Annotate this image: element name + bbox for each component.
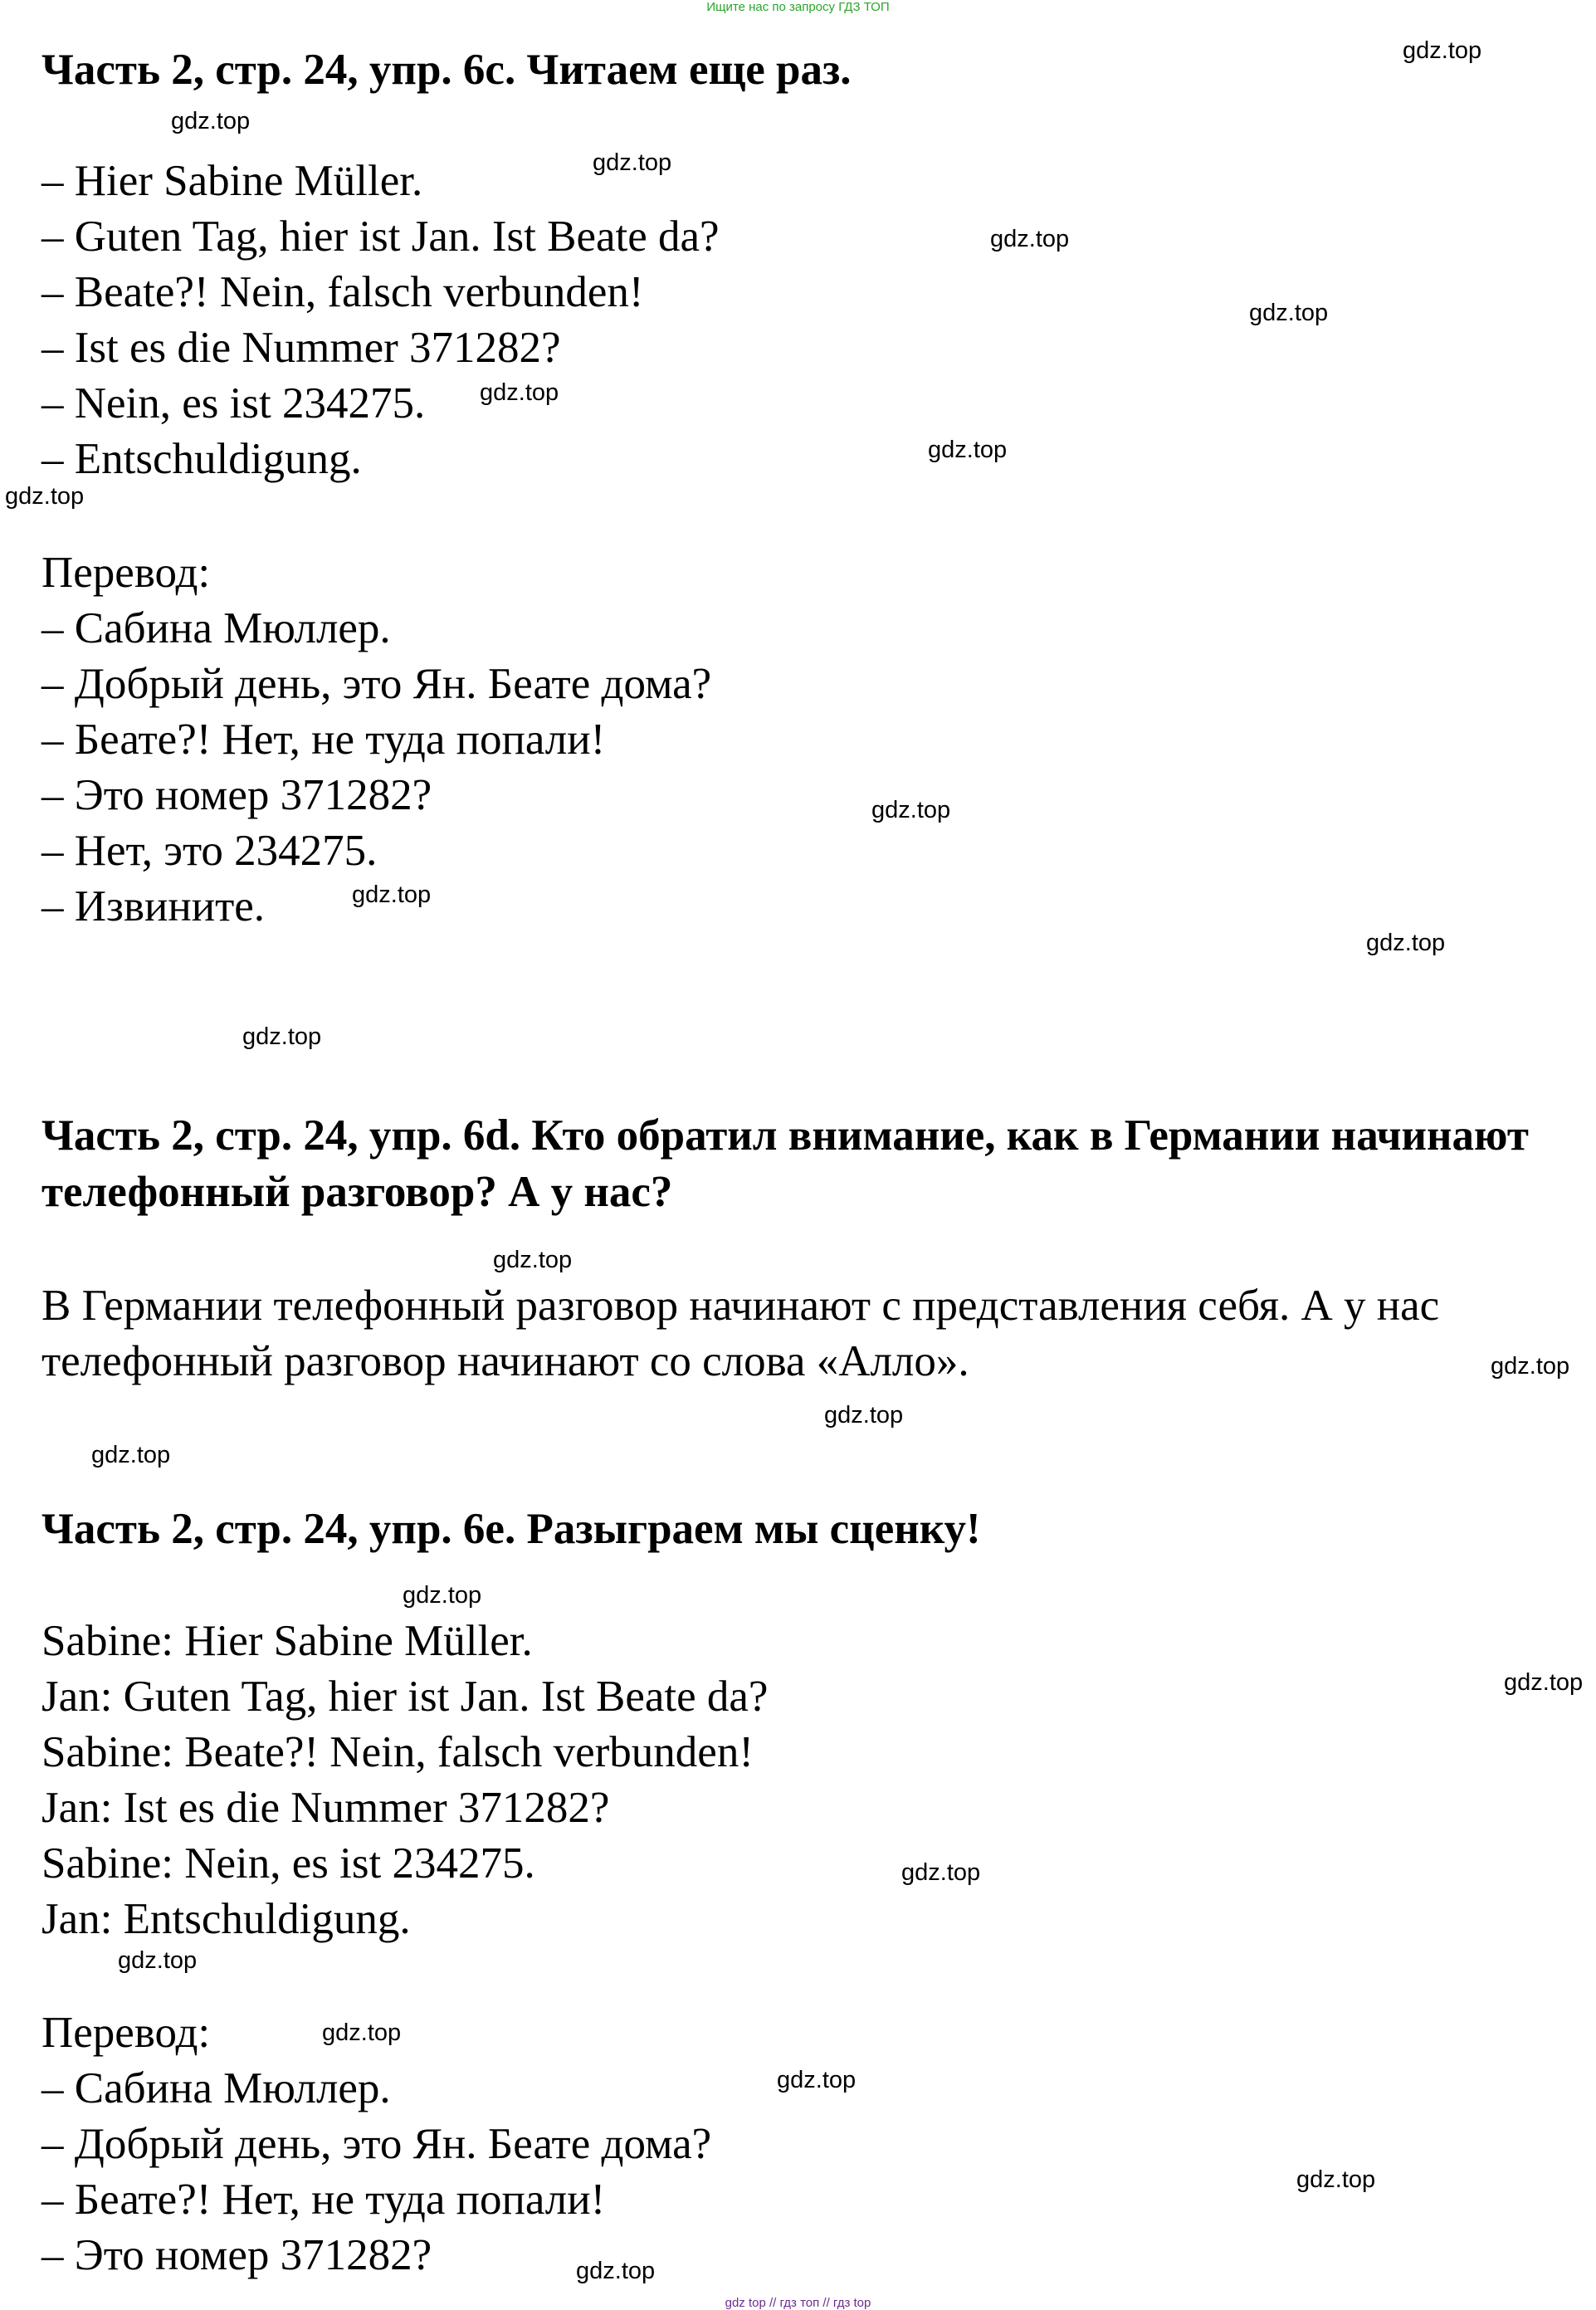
footer-banner: gdz top // гдз топ // гдз top — [725, 2296, 871, 2310]
translation-line: – Нет, это 234275. — [41, 827, 378, 875]
watermark: gdz.top — [576, 2258, 656, 2284]
top-banner: Ищите нас по запросу ГДЗ ТОП — [706, 0, 890, 14]
translation-line: – Извините. — [41, 882, 266, 930]
section-6d-answer-block — [41, 1278, 1535, 1389]
translation-line: – Это номер 371282? — [41, 771, 432, 819]
watermark: gdz.top — [928, 437, 1008, 463]
dialogue-line: Sabine: Hier Sabine Müller. — [41, 1617, 533, 1665]
section-6c-heading-block — [41, 42, 852, 98]
watermark: gdz.top — [5, 483, 85, 510]
section-6c-dialogue — [41, 154, 720, 487]
watermark: gdz.top — [593, 149, 672, 176]
translation-line: – Сабина Мюллер. — [41, 604, 391, 652]
section-6e-heading: Часть 2, стр. 24, упр. 6e. Разыграем мы сценку! — [41, 1505, 981, 1553]
watermark: gdz.top — [1491, 1353, 1570, 1380]
dialogue-line: Sabine: Nein, es ist 234275. — [41, 1839, 535, 1888]
dialogue-line: Sabine: Beate?! Nein, falsch verbunden! — [41, 1728, 754, 1776]
watermark: gdz.top — [91, 1442, 171, 1468]
dialogue-line: – Ist es die Nummer 371282? — [41, 324, 561, 372]
watermark: gdz.top — [1249, 300, 1329, 326]
watermark: gdz.top — [990, 226, 1070, 252]
watermark: gdz.top — [480, 379, 559, 406]
dialogue-line: Jan: Ist es die Nummer 371282? — [41, 1784, 610, 1832]
section-6d-heading: Часть 2, стр. 24, упр. 6d. Кто обратил внимание, как в Германии начинают телефонный разговор? А у нас? — [41, 1111, 1529, 1216]
dialogue-line: – Beate?! Nein, falsch verbunden! — [41, 268, 644, 316]
section-6c-translation — [41, 545, 711, 935]
watermark: gdz.top — [777, 2067, 857, 2093]
watermark: gdz.top — [352, 882, 432, 908]
section-6e-dialogue — [41, 1614, 768, 1947]
translation-line: – Добрый день, это Ян. Беате дома? — [41, 660, 712, 708]
section-6e-translation — [41, 2005, 711, 2283]
translation-line: – Добрый день, это Ян. Беате дома? — [41, 2120, 712, 2168]
section-6e-heading-block — [41, 1501, 981, 1557]
translation-line: – Беате?! Нет, не туда попали! — [41, 2176, 606, 2224]
watermark: gdz.top — [1403, 37, 1482, 64]
watermark: gdz.top — [901, 1859, 981, 1886]
watermark: gdz.top — [493, 1247, 573, 1273]
watermark: gdz.top — [242, 1023, 322, 1050]
dialogue-line: Jan: Entschuldigung. — [41, 1895, 411, 1943]
dialogue-line: – Hier Sabine Müller. — [41, 157, 423, 205]
translation-line: – Сабина Мюллер. — [41, 2064, 391, 2112]
section-6c-heading: Часть 2, стр. 24, упр. 6c. Читаем еще раз. — [41, 46, 852, 94]
dialogue-line: Jan: Guten Tag, hier ist Jan. Ist Beate da? — [41, 1673, 769, 1721]
watermark: gdz.top — [171, 108, 251, 134]
dialogue-line: – Nein, es ist 234275. — [41, 379, 426, 427]
dialogue-line: – Guten Tag, hier ist Jan. Ist Beate da? — [41, 212, 720, 261]
section-6d-heading-block — [41, 1107, 1535, 1220]
watermark: gdz.top — [1366, 930, 1446, 956]
watermark: gdz.top — [1504, 1669, 1584, 1696]
watermark: gdz.top — [824, 1402, 904, 1428]
translation-label: Перевод: — [41, 549, 211, 597]
dialogue-line: – Entschuldigung. — [41, 435, 362, 483]
section-6d-answer: В Германии телефонный разговор начинают с представления себя. А у нас телефонный разговор начинают со слова «Алло». — [41, 1282, 1440, 1385]
translation-line: – Это номер 371282? — [41, 2231, 432, 2279]
translation-label: Перевод: — [41, 2009, 211, 2057]
watermark: gdz.top — [1296, 2166, 1376, 2193]
watermark: gdz.top — [322, 2019, 402, 2046]
watermark: gdz.top — [871, 797, 951, 823]
watermark: gdz.top — [403, 1582, 482, 1609]
watermark: gdz.top — [118, 1947, 198, 1974]
translation-line: – Беате?! Нет, не туда попали! — [41, 715, 606, 764]
